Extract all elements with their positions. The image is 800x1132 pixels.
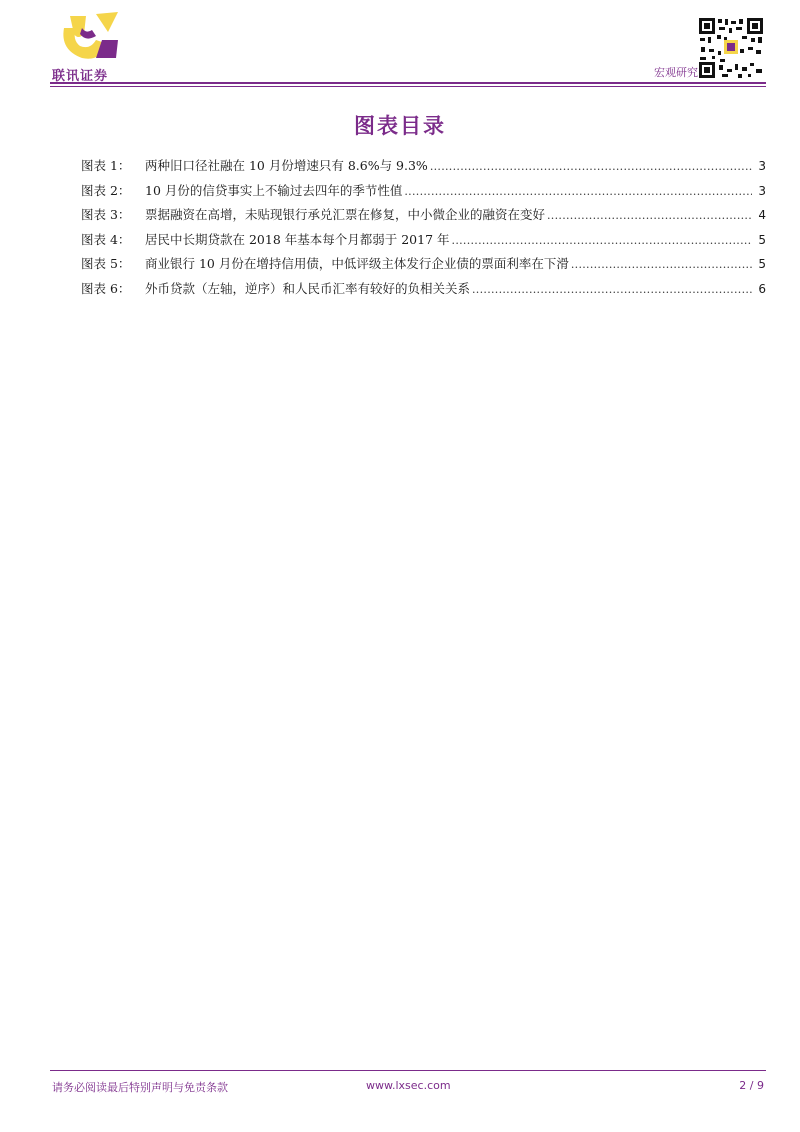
toc-leader-dots [452,232,752,247]
header-rule [50,82,766,84]
toc-entry-title: 商业银行 10 月份在增持信用债，中低评级主体发行企业债的票面利率在下滑 [145,256,569,271]
toc-leader-dots [472,281,752,296]
toc-entry[interactable] [81,205,766,230]
toc-entry-label: 图表 2： [81,182,131,198]
toc-entry-page: 5 [758,257,766,271]
section-label: 宏观研究 [654,66,698,79]
page-header [0,0,800,90]
toc-leader-dots [404,183,752,198]
toc-entry[interactable] [81,230,766,255]
toc-entry-page: 5 [758,232,766,247]
footer-disclaimer: 请务必阅读最后特别声明与免责条款 [52,1081,228,1094]
company-logo [52,10,132,82]
toc-leader-dots [430,158,752,173]
toc-entry-page: 3 [758,183,766,198]
toc-entry[interactable] [81,279,766,304]
toc-entry-title: 票据融资在高增，未贴现银行承兑汇票在修复，中小微企业的融资在变好 [145,207,546,222]
toc-entry-title: 外币贷款（左轴，逆序）和人民币汇率有较好的负相关关系 [145,280,471,296]
toc-leader-dots [547,207,752,222]
toc-entry-label: 图表 4： [81,231,131,247]
toc-entry[interactable] [81,181,766,206]
footer-page-number: 2 / 9 [739,1079,764,1092]
toc-title: 图表目录 [354,114,446,138]
toc-entry-page: 4 [758,208,766,222]
toc-entry-label: 图表 6： [81,280,131,296]
footer-rule [50,1070,766,1071]
toc-entry-label: 图表 3： [81,207,131,222]
logo-mark-icon [56,10,126,66]
toc-entry-title: 10 月份的信贷事实上不输过去四年的季节性值 [145,182,403,198]
toc-entry[interactable] [81,254,766,279]
toc-entry-title: 居民中长期贷款在 2018 年基本每个月都弱于 2017 年 [145,231,450,247]
toc-entry-title: 两种旧口径社融在 10 月份增速只有 8.6%与 9.3% [145,158,428,173]
footer-website-link[interactable]: www.lxsec.com [366,1079,451,1092]
logo-text: 联讯证券 [52,69,109,84]
figure-toc-list [81,156,766,303]
toc-leader-dots [571,256,752,271]
qr-code-icon [698,17,764,79]
toc-entry-label: 图表 5： [81,256,131,271]
header-rule-thin [50,86,766,87]
toc-entry-label: 图表 1： [81,158,131,173]
toc-entry-page: 6 [758,281,766,296]
toc-entry[interactable] [81,156,766,181]
toc-entry-page: 3 [758,159,766,173]
